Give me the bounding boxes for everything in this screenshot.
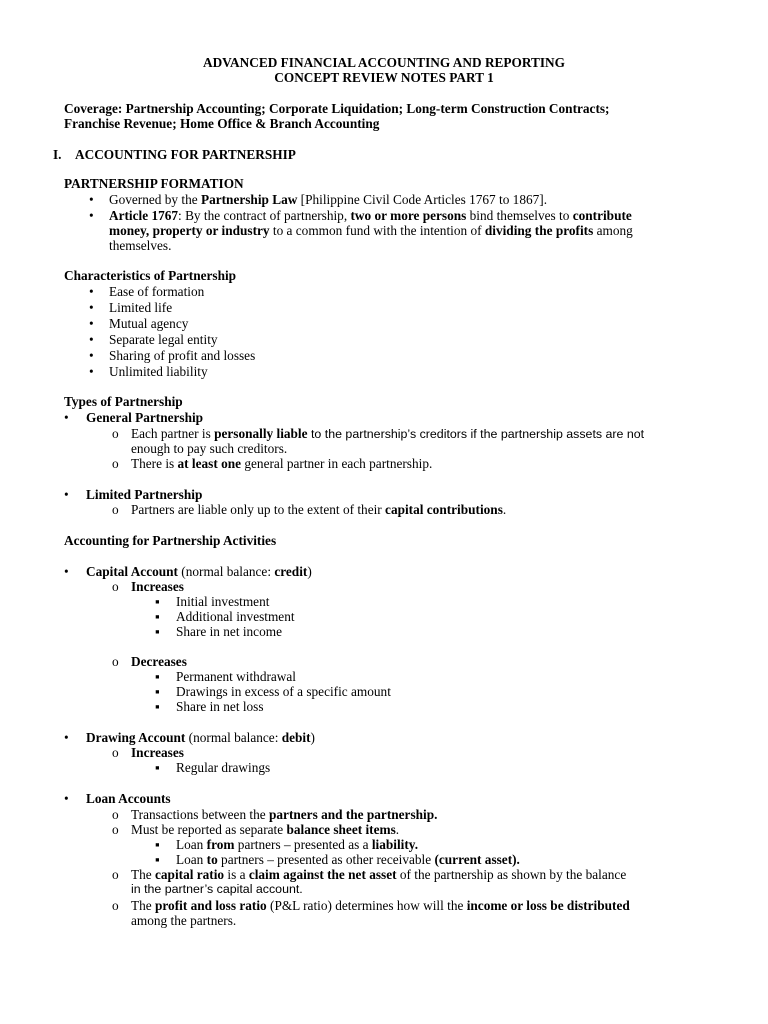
bullet-icon: • — [89, 348, 94, 363]
article-1767-line-2: money, property or industry to a common fund with the intention of dividing the profits among — [109, 223, 633, 238]
drawing-account-item: Drawing Account (normal balance: debit) — [86, 730, 315, 745]
circle-bullet-icon: o — [112, 502, 119, 517]
square-bullet-icon: ▪ — [155, 699, 160, 714]
square-bullet-icon: ▪ — [155, 684, 160, 699]
square-bullet-icon: ▪ — [155, 837, 160, 852]
bullet-icon: • — [64, 791, 69, 806]
bullet-icon: • — [89, 208, 94, 223]
drawing-increase-item: Regular drawings — [176, 760, 271, 775]
characteristic-item: Unlimited liability — [109, 364, 208, 379]
loan-accounts-label: Loan Accounts — [86, 791, 171, 806]
general-liability-line-2: enough to pay such creditors. — [131, 441, 288, 456]
capital-increase-item: Additional investment — [176, 609, 295, 624]
bullet-icon: • — [89, 364, 94, 379]
square-bullet-icon: ▪ — [155, 609, 160, 624]
general-partner-item: There is at least one general partner in each partnership. — [131, 456, 433, 471]
article-1767-line-1: Article 1767: By the contract of partnership, two or more persons bind themselves to contribute — [109, 208, 632, 223]
bullet-icon: • — [89, 316, 94, 331]
square-bullet-icon: ▪ — [155, 852, 160, 867]
bullet-icon: • — [64, 487, 69, 502]
loan-reported-item: Must be reported as separate balance sheet items. — [131, 822, 400, 837]
characteristic-item: Ease of formation — [109, 284, 205, 299]
document-subtitle: CONCEPT REVIEW NOTES PART 1 — [274, 70, 494, 85]
loan-transactions-item: Transactions between the partners and the partnership. — [131, 807, 438, 822]
circle-bullet-icon: o — [112, 745, 119, 760]
circle-bullet-icon: o — [112, 867, 119, 882]
loan-to-item: Loan to partners – presented as other receivable (current asset). — [176, 852, 520, 867]
capital-increase-item: Share in net income — [176, 624, 282, 639]
circle-bullet-icon: o — [112, 807, 119, 822]
bullet-icon: • — [89, 192, 94, 207]
bullet-icon: • — [89, 332, 94, 347]
circle-bullet-icon: o — [112, 579, 119, 594]
bullet-icon: • — [89, 284, 94, 299]
capital-decrease-item: Permanent withdrawal — [176, 669, 297, 684]
limited-liability-item: Partners are liable only up to the extent of their capital contributions. — [131, 502, 507, 517]
pl-ratio-line-2: among the partners. — [131, 913, 237, 928]
bullet-icon: • — [89, 300, 94, 315]
circle-bullet-icon: o — [112, 426, 119, 441]
capital-increases-label: Increases — [131, 579, 184, 594]
drawing-increases-label: Increases — [131, 745, 184, 760]
circle-bullet-icon: o — [112, 654, 119, 669]
general-liability-line-1: Each partner is personally liable to the partnership’s creditors if the partnership assets are not — [131, 426, 645, 441]
characteristic-item: Limited life — [109, 300, 173, 315]
capital-decrease-item: Drawings in excess of a specific amount — [176, 684, 391, 699]
formation-law-item: Governed by the Partnership Law [Philippine Civil Code Articles 1767 to 1867]. — [109, 192, 548, 207]
article-1767-line-3: themselves. — [109, 238, 172, 253]
document-title: ADVANCED FINANCIAL ACCOUNTING AND REPORTING — [202, 55, 566, 70]
limited-partnership-label: Limited Partnership — [86, 487, 203, 502]
square-bullet-icon: ▪ — [155, 760, 160, 775]
circle-bullet-icon: o — [112, 822, 119, 837]
capital-decrease-item: Share in net loss — [176, 699, 264, 714]
capital-ratio-line-2: in the partner’s capital account. — [131, 882, 303, 896]
square-bullet-icon: ▪ — [155, 669, 160, 684]
capital-decreases-label: Decreases — [131, 654, 187, 669]
capital-ratio-line-1: The capital ratio is a claim against the net asset of the partnership as shown by the balance — [131, 867, 627, 882]
bullet-icon: • — [64, 410, 69, 425]
characteristic-item: Sharing of profit and losses — [109, 348, 256, 363]
formation-heading: PARTNERSHIP FORMATION — [64, 176, 244, 191]
square-bullet-icon: ▪ — [155, 624, 160, 639]
pl-ratio-line-1: The profit and loss ratio (P&L ratio) determines how will the income or loss be distributed — [131, 898, 630, 913]
characteristics-heading: Characteristics of Partnership — [64, 268, 237, 283]
loan-from-item: Loan from partners – presented as a liability. — [176, 837, 419, 852]
capital-account-item: Capital Account (normal balance: credit) — [86, 564, 312, 579]
bullet-icon: • — [64, 564, 69, 579]
section-number: I. — [53, 147, 62, 162]
circle-bullet-icon: o — [112, 456, 119, 471]
activities-heading: Accounting for Partnership Activities — [64, 533, 277, 548]
square-bullet-icon: ▪ — [155, 594, 160, 609]
general-partnership-label: General Partnership — [86, 410, 204, 425]
types-heading: Types of Partnership — [64, 394, 183, 409]
capital-increase-item: Initial investment — [176, 594, 270, 609]
characteristic-item: Mutual agency — [109, 316, 189, 331]
characteristic-item: Separate legal entity — [109, 332, 218, 347]
coverage-line-1: Coverage: Partnership Accounting; Corporate Liquidation; Long-term Construction Contracts; — [64, 101, 610, 116]
bullet-icon: • — [64, 730, 69, 745]
circle-bullet-icon: o — [112, 898, 119, 913]
section-title: ACCOUNTING FOR PARTNERSHIP — [75, 147, 296, 162]
coverage-line-2: Franchise Revenue; Home Office & Branch Accounting — [64, 116, 380, 131]
